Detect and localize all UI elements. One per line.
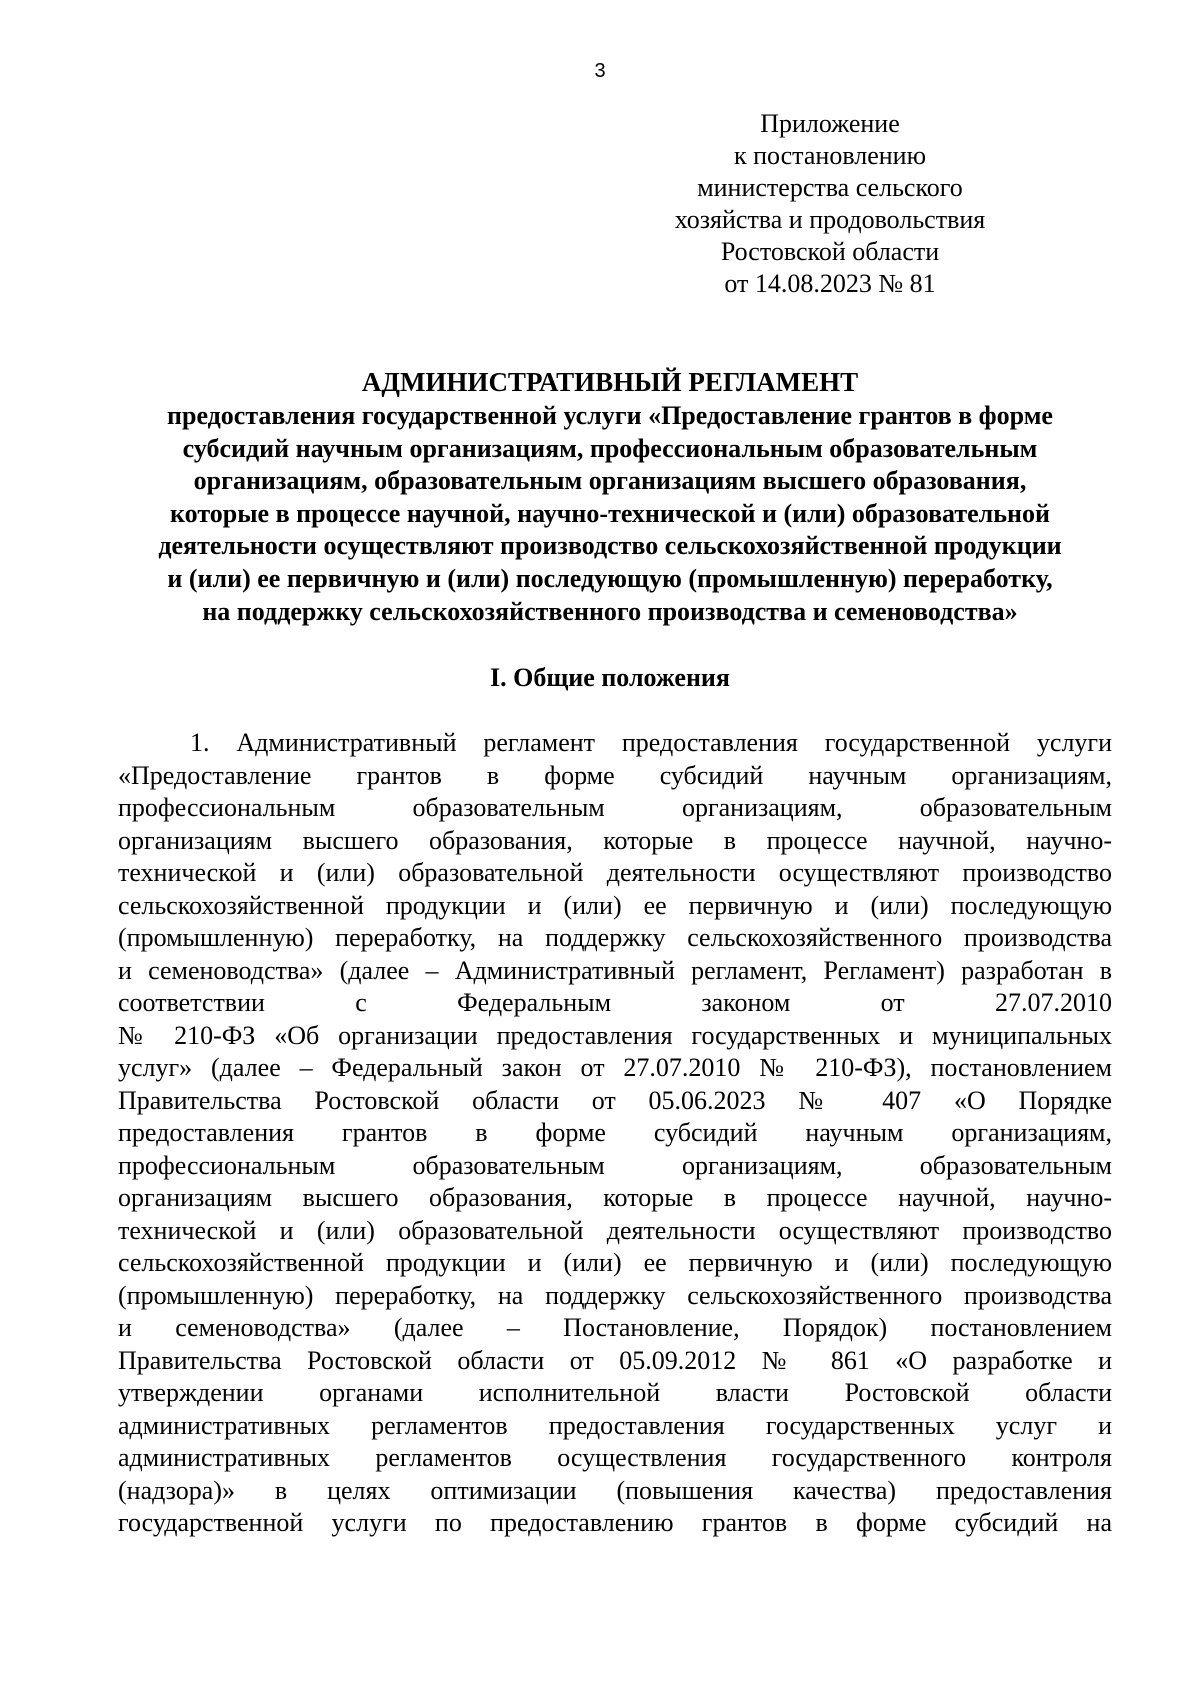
body-line: организациям высшего образования, которые в процессе научной, научно- xyxy=(118,825,1112,855)
appendix-line: хозяйства и продовольствия xyxy=(674,205,986,234)
appendix-block xyxy=(640,108,1020,300)
subtitle-line: субсидий научным организациям, профессиональным образовательным xyxy=(182,433,1038,463)
appendix-line: Приложение xyxy=(760,109,900,138)
appendix-line: министерства сельского xyxy=(697,173,963,202)
page-number: 3 xyxy=(594,60,606,82)
subtitle-line: которые в процессе научной, научно-технической и (или) образовательной xyxy=(170,498,1050,528)
body-line: технической и (или) образовательной деятельности осуществляют производство xyxy=(118,1215,1112,1245)
appendix-line: от 14.08.2023 № 81 xyxy=(724,269,936,298)
body-line: профессиональным образовательным организациям, образовательным xyxy=(118,1150,1112,1180)
body-line: № 210-ФЗ «Об организации предоставления государственных и муниципальных xyxy=(118,1020,1112,1050)
body-line: соответствии с Федеральным законом от 27.07.2010 xyxy=(118,988,1112,1017)
body-line: Правительства Ростовской области от 05.09.2012 № 861 «О разработке и xyxy=(118,1345,1112,1375)
body-line: профессиональным образовательным организациям, образовательным xyxy=(118,793,1112,822)
body-line: предоставления грантов в форме субсидий научным организациям, xyxy=(118,1118,1112,1147)
body-line: «Предоставление грантов в форме субсидий научным организациям, xyxy=(118,760,1112,790)
body-line: сельскохозяйственной продукции и (или) ее первичную и (или) последующую xyxy=(118,1248,1112,1277)
subtitle-line: деятельности осуществляют производство сельскохозяйственной продукции xyxy=(158,531,1062,561)
body-line: организациям высшего образования, которые в процессе научной, научно- xyxy=(118,1183,1112,1212)
body-line: административных регламентов предоставления государственных услуг и xyxy=(118,1410,1112,1440)
section-heading: I. Общие положения xyxy=(490,663,730,692)
document-subtitle xyxy=(110,400,1110,628)
body-line: услуг» (далее – Федеральный закон от 27.07.2010 № 210-ФЗ), постановлением xyxy=(118,1053,1112,1082)
body-line: и семеноводства» (далее – Постановление, Порядок) постановлением xyxy=(118,1313,1112,1342)
body-line: Правительства Ростовской области от 05.06.2023 № 407 «О Порядке xyxy=(118,1085,1112,1115)
subtitle-line: предоставления государственной услуги «Предоставление грантов в форме xyxy=(167,401,1053,430)
appendix-line: к постановлению xyxy=(733,141,927,170)
body-line: сельскохозяйственной продукции и (или) ее первичную и (или) последующую xyxy=(118,890,1112,920)
document-title: АДМИНИСТРАТИВНЫЙ РЕГЛАМЕНТ xyxy=(361,367,859,397)
body-line: и семеноводства» (далее – Административный регламент, Регламент) разработан в xyxy=(118,955,1112,985)
body-line: (промышленную) переработку, на поддержку сельскохозяйственного производства xyxy=(118,923,1112,952)
body-line: утверждении органами исполнительной власти Ростовской области xyxy=(118,1378,1112,1407)
subtitle-line: и (или) ее первичную и (или) последующую (промышленную) переработку, xyxy=(167,563,1053,593)
subtitle-line: организациям, образовательным организациям высшего образования, xyxy=(193,466,1027,496)
body-line: (надзора)» в целях оптимизации (повышения качества) предоставления xyxy=(118,1475,1112,1505)
subtitle-line: на поддержку сельскохозяйственного производства и семеноводства» xyxy=(202,596,1018,626)
document-title-block xyxy=(110,364,1110,628)
body-line: административных регламентов осуществления государственного контроля xyxy=(118,1443,1112,1472)
body-line: государственной услуги по предоставлению грантов в форме субсидий на xyxy=(118,1508,1112,1537)
body-paragraph xyxy=(118,727,1112,1540)
body-line: (промышленную) переработку, на поддержку сельскохозяйственного производства xyxy=(118,1280,1112,1310)
body-line: 1. Административный регламент предоставления государственной услуги xyxy=(190,728,1112,757)
appendix-line: Ростовской области xyxy=(720,237,940,266)
body-line: технической и (или) образовательной деятельности осуществляют производство xyxy=(118,858,1112,887)
